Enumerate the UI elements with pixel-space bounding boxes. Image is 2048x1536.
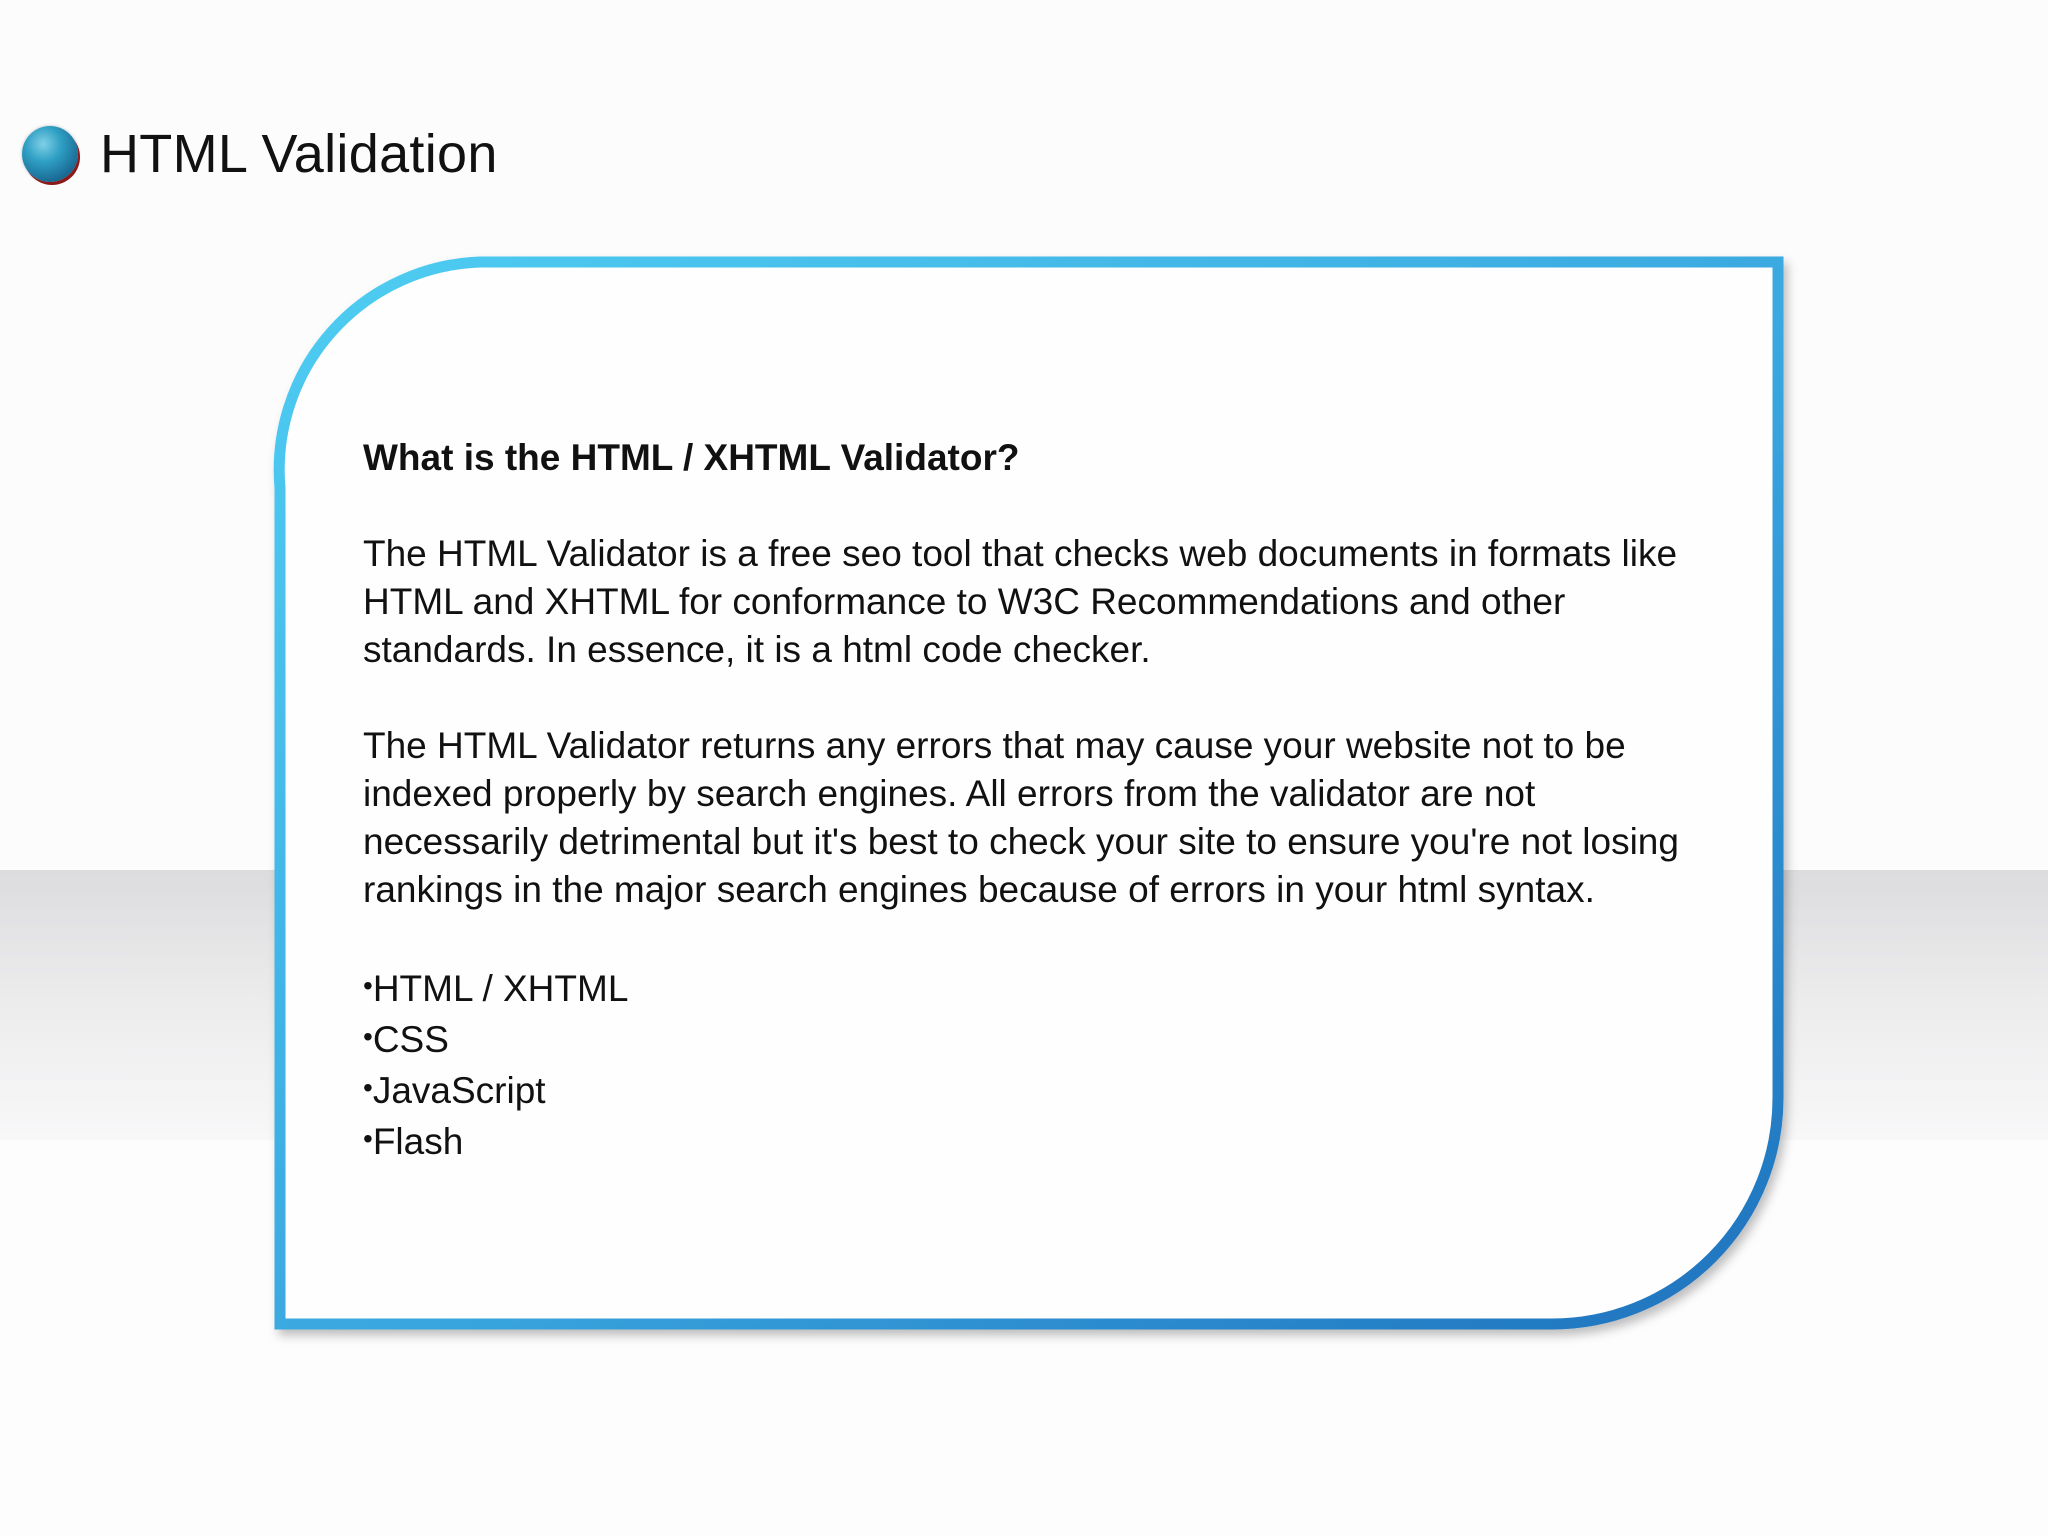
list-item — [363, 962, 1703, 1013]
card-paragraph-2: The HTML Validator returns any errors that may cause your website not to be indexed properly by search engines. All errors from the validator are not necessarily detrimental but it's best to check your site to ensure you're not losing rankings in the major search engines because of errors in your html syntax. — [363, 725, 1679, 910]
list-item-label: CSS — [372, 1019, 449, 1060]
card-heading: What is the HTML / XHTML Validator? — [363, 437, 1020, 478]
list-item — [363, 1013, 1703, 1064]
format-list — [363, 962, 1703, 1166]
slide-title: HTML Validation — [100, 124, 498, 184]
list-item — [363, 1064, 1703, 1115]
bullet-dot: • — [363, 1072, 373, 1103]
list-item-label: HTML / XHTML — [372, 968, 629, 1009]
bullet-dot: • — [363, 1123, 373, 1154]
bullet-dot: • — [363, 970, 373, 1001]
bullet-dot: • — [363, 1021, 373, 1052]
list-item — [363, 1115, 1703, 1166]
list-item-label: Flash — [372, 1121, 464, 1162]
card-content — [363, 434, 1703, 1166]
list-item-label: JavaScript — [372, 1070, 546, 1111]
card-paragraph-1: The HTML Validator is a free seo tool that checks web documents in formats like HTML and XHTML for conformance to W3C Recommendations and other standards. In essence, it is a html code checker. — [363, 533, 1678, 670]
